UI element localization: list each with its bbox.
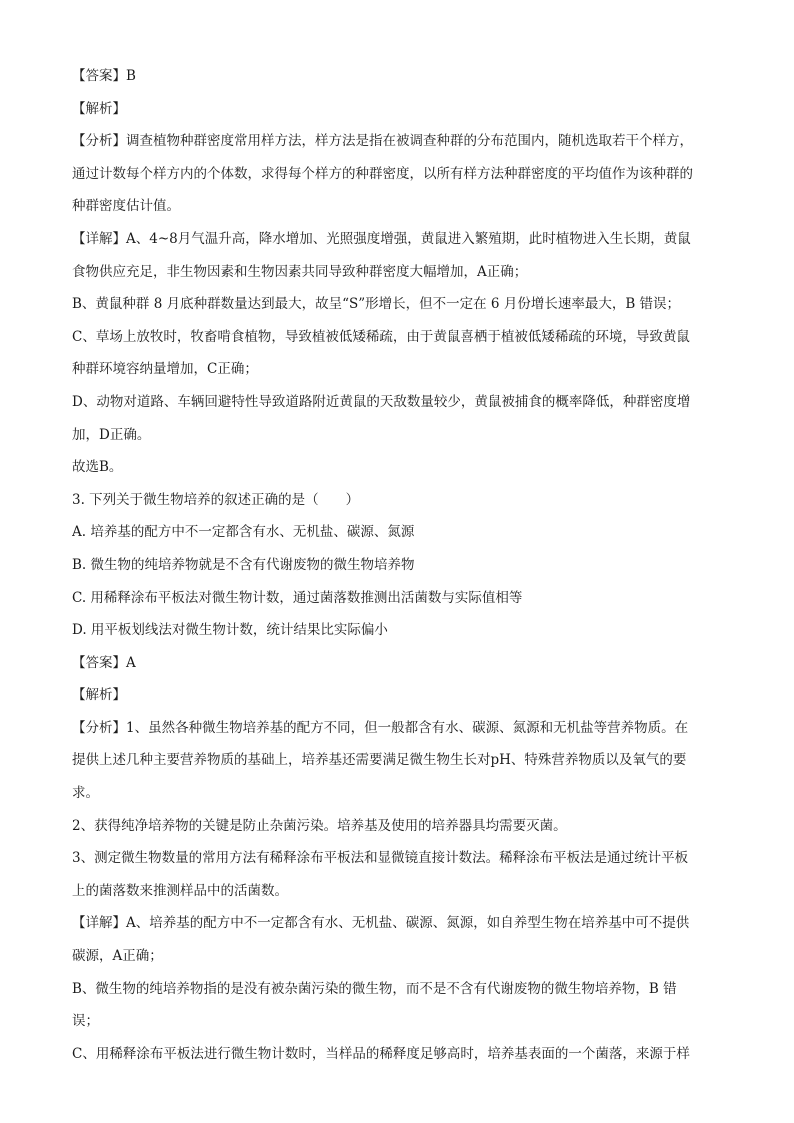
text-line: 2、获得纯净培养物的关键是防止杂菌污染。培养基及使用的培养器具均需要灭菌。 <box>72 817 567 834</box>
text-line: 求。 <box>72 785 99 802</box>
text-line: 3、测定微生物数量的常用方法有稀释涂布平板法和显微镜直接计数法。稀释涂布平板法是通过统计平板 <box>72 850 689 867</box>
analysis-label: 【解析】 <box>72 100 126 117</box>
text-line: 加，D正确。 <box>72 426 151 443</box>
question-option-b: B. 微生物的纯培养物就是不含有代谢废物的微生物培养物 <box>72 556 415 573</box>
text-line: B、微生物的纯培养物指的是没有被杂菌污染的微生物，而不是不含有代谢废物的微生物培养物，B 错 <box>72 980 677 997</box>
answer-label: 【答案】A <box>72 654 136 671</box>
text-line: 【分析】调查植物种群密度常用样方法，样方法是指在被调查种群的分布范围内，随机选取若干个样方， <box>72 133 693 150</box>
text-line: 故选B。 <box>72 459 123 476</box>
text-line: 【详解】A、培养基的配方中不一定都含有水、无机盐、碳源、氮源，如自养型生物在培养基中可不提供 <box>72 915 690 932</box>
text-line: 误； <box>72 1013 99 1030</box>
question-stem: 3. 下列关于微生物培养的叙述正确的是（ ） <box>72 491 360 508</box>
answer-label: 【答案】B <box>72 68 136 84</box>
question-option-d: D. 用平板划线法对微生物计数，统计结果比实际偏小 <box>72 622 388 639</box>
text-line: 种群环境容纳量增加，C正确； <box>72 361 258 378</box>
text-line: 上的菌落数来推测样品中的活菌数。 <box>72 882 288 899</box>
text-line: 碳源，A正确； <box>72 948 163 965</box>
text-line: 【分析】1、虽然各种微生物培养基的配方不同，但一般都含有水、碳源、氮源和无机盐等营养物质。在 <box>72 719 689 736</box>
text-line: 通过计数每个样方内的个体数，求得每个样方的种群密度，以所有样方法种群密度的平均值作为该种群的 <box>72 165 693 182</box>
question-option-a: A. 培养基的配方中不一定都含有水、无机盐、碳源、氮源 <box>72 524 415 541</box>
text-line: D、动物对道路、车辆回避特性导致道路附近黄鼠的天敌数量较少，黄鼠被捕食的概率降低，种群密度增 <box>72 393 691 410</box>
analysis-label: 【解析】 <box>72 687 126 704</box>
text-line: 提供上述几种主要营养物质的基础上，培养基还需要满足微生物生长对pH、特殊营养物质以及氧气的要 <box>72 752 687 769</box>
text-line: 种群密度估计值。 <box>72 198 180 215</box>
question-option-c: C. 用稀释涂布平板法对微生物计数，通过菌落数推测出活菌数与实际值相等 <box>72 589 523 606</box>
text-line: B、黄鼠种群 8 月底种群数量达到最大，故呈“S”形增长，但不一定在 6 月份增长速率最大，B 错误； <box>72 296 681 313</box>
text-line: 【详解】A、4~8月气温升高，降水增加、光照强度增强，黄鼠进入繁殖期，此时植物进入生长期，黄鼠 <box>72 230 691 247</box>
text-line: 食物供应充足，非生物因素和生物因素共同导致种群密度大幅增加，A正确； <box>72 263 528 280</box>
document-body <box>72 60 720 1070</box>
text-line: C、用稀释涂布平板法进行微生物计数时，当样品的稀释度足够高时，培养基表面的一个菌落，来源于样 <box>72 1045 690 1062</box>
text-line: C、草场上放牧时，牧畜啃食植物，导致植被低矮稀疏，由于黄鼠喜栖于植被低矮稀疏的环境，导致黄鼠 <box>72 328 690 345</box>
